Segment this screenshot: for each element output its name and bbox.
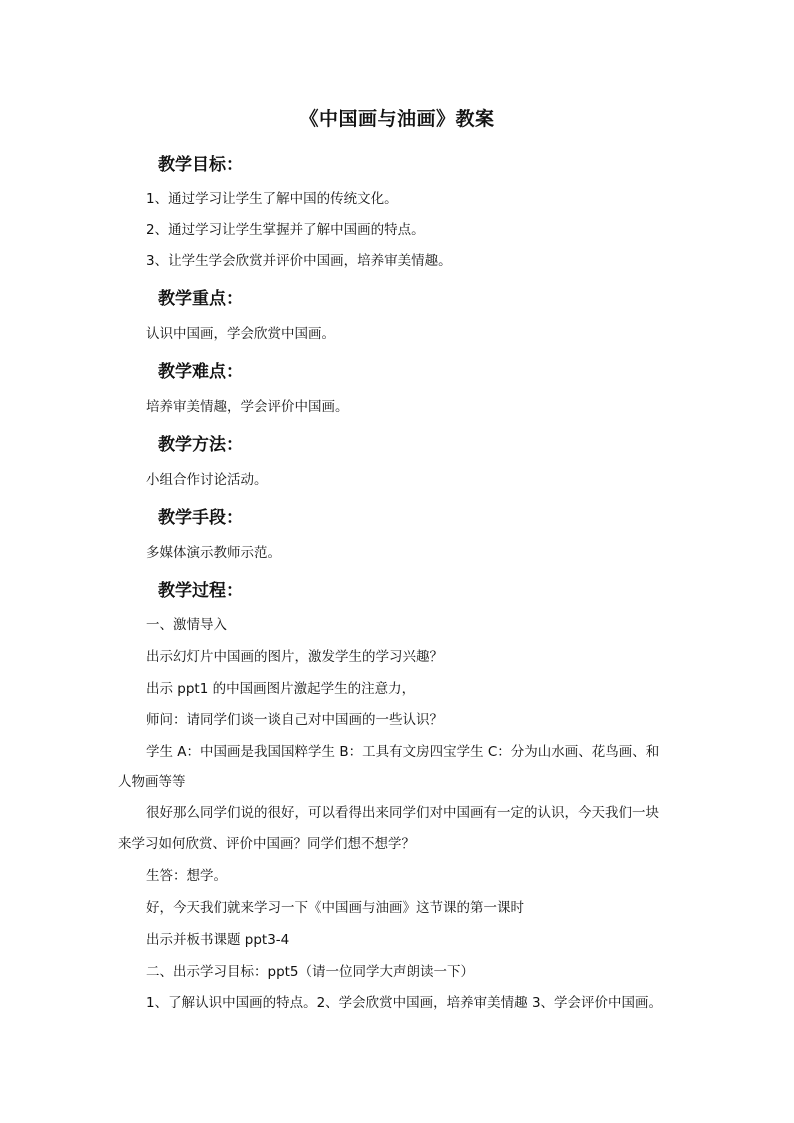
process-line: 生答：想学。: [146, 868, 227, 884]
goal-item-3: 3、让学生学会欣赏并评价中国画，培养审美情趣。: [146, 253, 452, 269]
process-heading: 教学过程：: [158, 581, 243, 601]
process-line: 好，今天我们就来学习一下《中国画与油画》这节课的第一课时: [146, 900, 524, 916]
process-line: 来学习如何欣赏、评价中国画？同学们想不想学？: [118, 836, 415, 852]
key-points-heading: 教学重点：: [158, 289, 243, 309]
means-text: 多媒体演示教师示范。: [146, 545, 281, 561]
process-line: 出示并板书课题 ppt3-4: [146, 932, 290, 948]
difficulties-heading: 教学难点：: [158, 362, 243, 382]
key-points-text: 认识中国画，学会欣赏中国画。: [146, 326, 335, 342]
methods-text: 小组合作讨论活动。: [146, 472, 268, 488]
process-line: 出示 ppt1 的中国画图片激起学生的注意力，: [146, 681, 416, 697]
process-line: 学生 A：中国画是我国国粹学生 B：工具有文房四宝学生 C：分为山水画、花鸟画、和: [146, 744, 660, 760]
process-line: 很好那么同学们说的很好，可以看得出来同学们对中国画有一定的认识，今天我们一块: [146, 805, 659, 821]
process-line: 一、激情导入: [146, 617, 227, 633]
process-line: 出示幻灯片中国画的图片，激发学生的学习兴趣？: [146, 649, 443, 665]
goals-heading: 教学目标：: [158, 155, 243, 175]
means-heading: 教学手段：: [158, 508, 243, 528]
process-line: 1、了解认识中国画的特点。2、学会欣赏中国画，培养审美情趣 3、学会评价中国画。: [146, 995, 663, 1011]
goal-item-2: 2、通过学习让学生掌握并了解中国画的特点。: [146, 222, 425, 238]
difficulties-text: 培养审美情趣，学会评价中国画。: [146, 399, 349, 415]
process-line: 师问：请同学们谈一谈自己对中国画的一些认识？: [146, 712, 443, 728]
process-line: 人物画等等: [118, 774, 186, 790]
process-line: 二、出示学习目标：ppt5（请一位同学大声朗读一下）: [146, 964, 475, 980]
methods-heading: 教学方法：: [158, 435, 243, 455]
document-title: 《中国画与油画》教案: [299, 108, 495, 130]
goal-item-1: 1、通过学习让学生了解中国的传统文化。: [146, 191, 398, 207]
